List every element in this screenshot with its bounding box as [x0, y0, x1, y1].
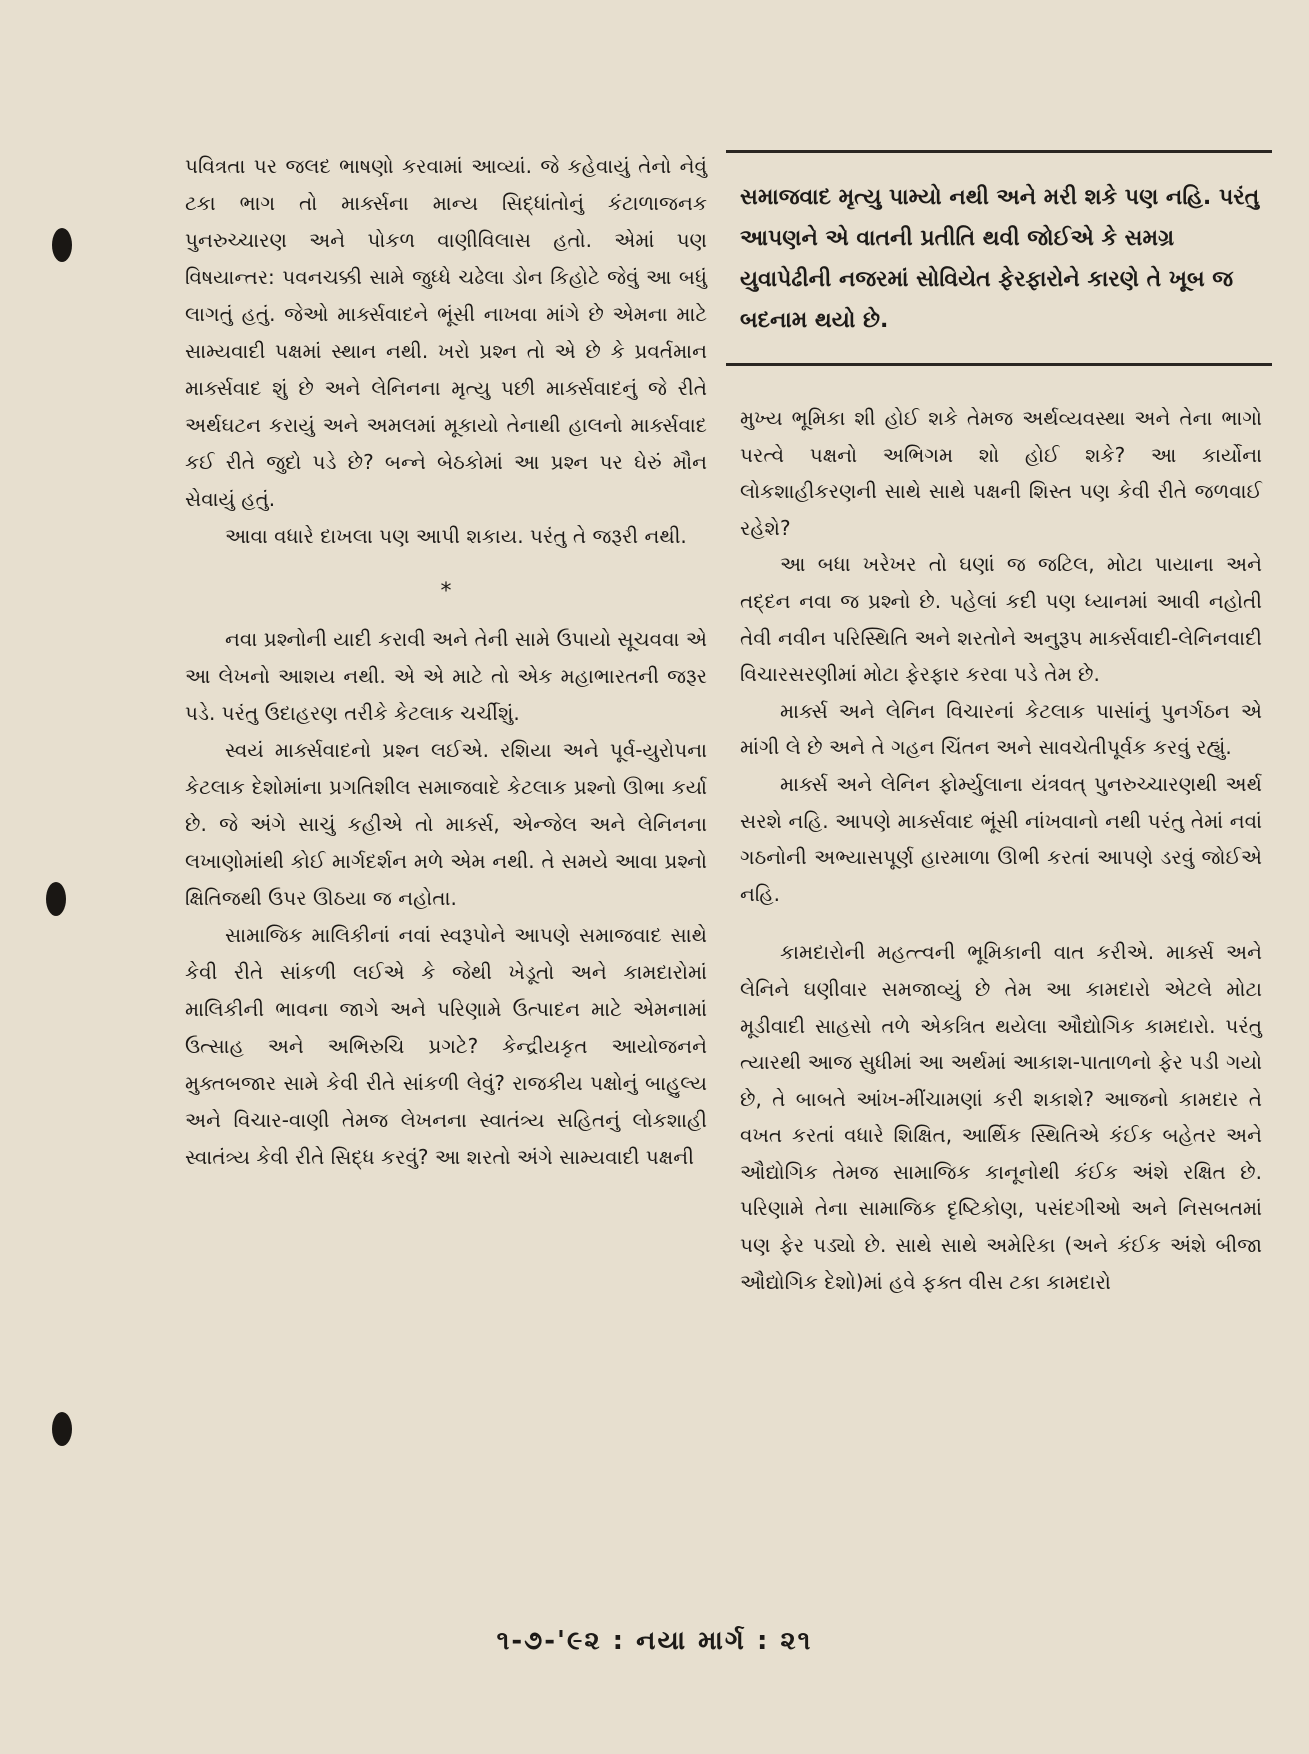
paragraph: કામદારોની મહત્ત્વની ભૂમિકાની વાત કરીએ. માર્ક્સ અને લેનિને ઘણીવાર સમજાવ્યું છે તેમ આ કામદારો એટલે મોટા મૂડીવાદી સાહસો તળે એકત્રિત થયેલા ઔદ્યોગિક કામદારો. પરંતુ ત્યારથી આજ સુધીમાં આ અર્થમાં આકાશ-પાતાળનો ફેર પડી ગયો છે, તે બાબતે આંખ-મીંચામણાં કરી શકાશે? આજનો કામદાર તે વખત કરતાં વધારે શિક્ષિત, આર્થિક સ્થિતિએ કંઈક બહેતર અને ઔદ્યોગિક તેમજ સામાજિક કાનૂનોથી કંઈક અંશે રક્ષિત છે. પરિણામે તેના સામાજિક દૃષ્ટિકોણ, પસંદગીઓ અને નિસબતમાં પણ ફેર પડ્યો છે. સાથે સાથે અમેરિકા (અને કંઈક અંશે બીજા ઔદ્યોગિક દેશો)માં હવે ફક્ત વીસ ટકા કામદારો	[740, 940, 1262, 1294]
binding-hole-mark	[46, 882, 66, 916]
binding-hole-mark	[52, 1412, 72, 1446]
section-separator: *	[440, 579, 452, 604]
paragraph: સ્વયં માર્ક્સવાદનો પ્રશ્ન લઈએ. રશિયા અને પૂર્વ-યુરોપના કેટલાક દેશોમાંના પ્રગતિશીલ સમાજવાદે કેટલાક પ્રશ્નો ઊભા કર્યા છે. જે અંગે સાચું કહીએ તો માર્ક્સ, એન્જેલ અને લેનિનના લખાણોમાંથી કોઈ માર્ગદર્શન મળે એમ નથી. તે સમયે આવા પ્રશ્નો ક્ષિતિજથી ઉપર ઊઠયા જ નહોતા.	[185, 738, 707, 910]
paragraph: મુખ્ય ભૂમિકા શી હોઈ શકે તેમજ અર્થવ્યવસ્થા અને તેના ભાગો પરત્વે પક્ષનો અભિગમ શો હોઈ શકે? આ કાર્યોના લોકશાહીકરણની સાથે સાથે પક્ષની શિસ્ત પણ કેવી રીતે જળવાઈ રહેશે?	[740, 406, 1262, 540]
paragraph-gap	[740, 912, 1262, 934]
paragraph: નવા પ્રશ્નોની યાદી કરાવી અને તેની સામે ઉપાયો સૂચવવા એ આ લેખનો આશય નથી. એ એ માટે તો એક મહાભારતની જરૂર પડે. પરંતુ ઉદાહરણ તરીકે કેટલાક ચર્ચીશું.	[185, 627, 707, 725]
paragraph: માર્ક્સ અને લેનિન ફોર્મ્યુલાના યંત્રવત્ પુનરુચ્ચારણથી અર્થ સરશે નહિ. આપણે માર્ક્સવાદ ભૂંસી નાંખવાનો નથી પરંતુ તેમાં નવાં ગઠનોની અભ્યાસપૂર્ણ હારમાળા ઊભી કરતાં આપણે ડરવું જોઈએ નહિ.	[740, 771, 1262, 906]
paragraph: આવા વધારે દાખલા પણ આપી શકાય. પરંતુ તે જરૂરી નથી.	[225, 524, 687, 548]
page-footer: ૧-૭-'૯૨ : નયા માર્ગ : ૨૧	[496, 1626, 813, 1656]
paragraph: માર્ક્સ અને લેનિન વિચારનાં કેટલાક પાસાંનું પુનર્ગઠન એ માંગી લે છે અને તે ગહન ચિંતન અને સાવચેતીપૂર્વક કરવું રહ્યું.	[740, 698, 1262, 760]
paragraph: આ બધા ખરેખર તો ઘણાં જ જટિલ, મોટા પાયાના અને તદ્દન નવા જ પ્રશ્નો છે. પહેલાં કદી પણ ધ્યાનમાં આવી નહોતી તેવી નવીન પરિસ્થિતિ અને શરતોને અનુરૂપ માર્ક્સવાદી-લેનિનવાદી વિચારસરણીમાં મોટા ફેરફાર કરવા પડે તેમ છે.	[740, 552, 1262, 687]
right-column	[740, 400, 1262, 1300]
pull-quote-text: સમાજવાદ મૃત્યુ પામ્યો નથી અને મરી શકે પણ નહિ. પરંતુ આપણને એ વાતની પ્રતીતિ થવી જોઈએ કે સમગ્ર યુવાપેઢીની નજરમાં સોવિયેત ફેરફારોને કારણે તે ખૂબ જ બદનામ થયો છે.	[740, 185, 1260, 333]
pull-quote	[726, 150, 1272, 366]
left-column	[185, 148, 707, 1176]
binding-hole-mark	[52, 228, 72, 262]
paragraph: સામાજિક માલિકીનાં નવાં સ્વરૂપોને આપણે સમાજવાદ સાથે કેવી રીતે સાંકળી લઈએ કે જેથી ખેડૂતો અને કામદારોમાં માલિકીની ભાવના જાગે અને પરિણામે ઉત્પાદન માટે એમનામાં ઉત્સાહ અને અભિરુચિ પ્રગટે? કેન્દ્રીયકૃત આયોજનને મુક્તબજાર સામે કેવી રીતે સાંકળી લેવું? રાજકીય પક્ષોનું બાહુલ્ય અને વિચાર-વાણી તેમજ લેખનના સ્વાતંત્ર્ય સહિતનું લોકશાહી સ્વાતંત્ર્ય કેવી રીતે સિદ્ધ કરવું? આ શરતો અંગે સામ્યવાદી પક્ષની	[185, 923, 707, 1169]
paragraph: પવિત્રતા પર જલદ ભાષણો કરવામાં આવ્યાં. જે કહેવાયું તેનો નેવું ટકા ભાગ તો માર્ક્સના માન્ય સિદ્ધાંતોનું કંટાળાજનક પુનરુચ્ચારણ અને પોકળ વાણીવિલાસ હતો. એમાં પણ વિષયાન્તર: પવનચક્કી સામે જુધ્ધે ચઢેલા ડોન કિહોટે જેવું આ બધું લાગતું હતું. જેઓ માર્ક્સવાદને ભૂંસી નાખવા માંગે છે એમના માટે સામ્યવાદી પક્ષમાં સ્થાન નથી. ખરો પ્રશ્ન તો એ છે કે પ્રવર્તમાન માર્ક્સવાદ શું છે અને લેનિનના મૃત્યુ પછી માર્ક્સવાદનું જે રીતે અર્થઘટન કરાયું અને અમલમાં મૂકાયો તેનાથી હાલનો માર્ક્સવાદ કઈ રીતે જુદો પડે છે? બન્ને બેઠકોમાં આ પ્રશ્ન પર ઘેરું મૌન સેવાયું હતું.	[185, 154, 707, 511]
